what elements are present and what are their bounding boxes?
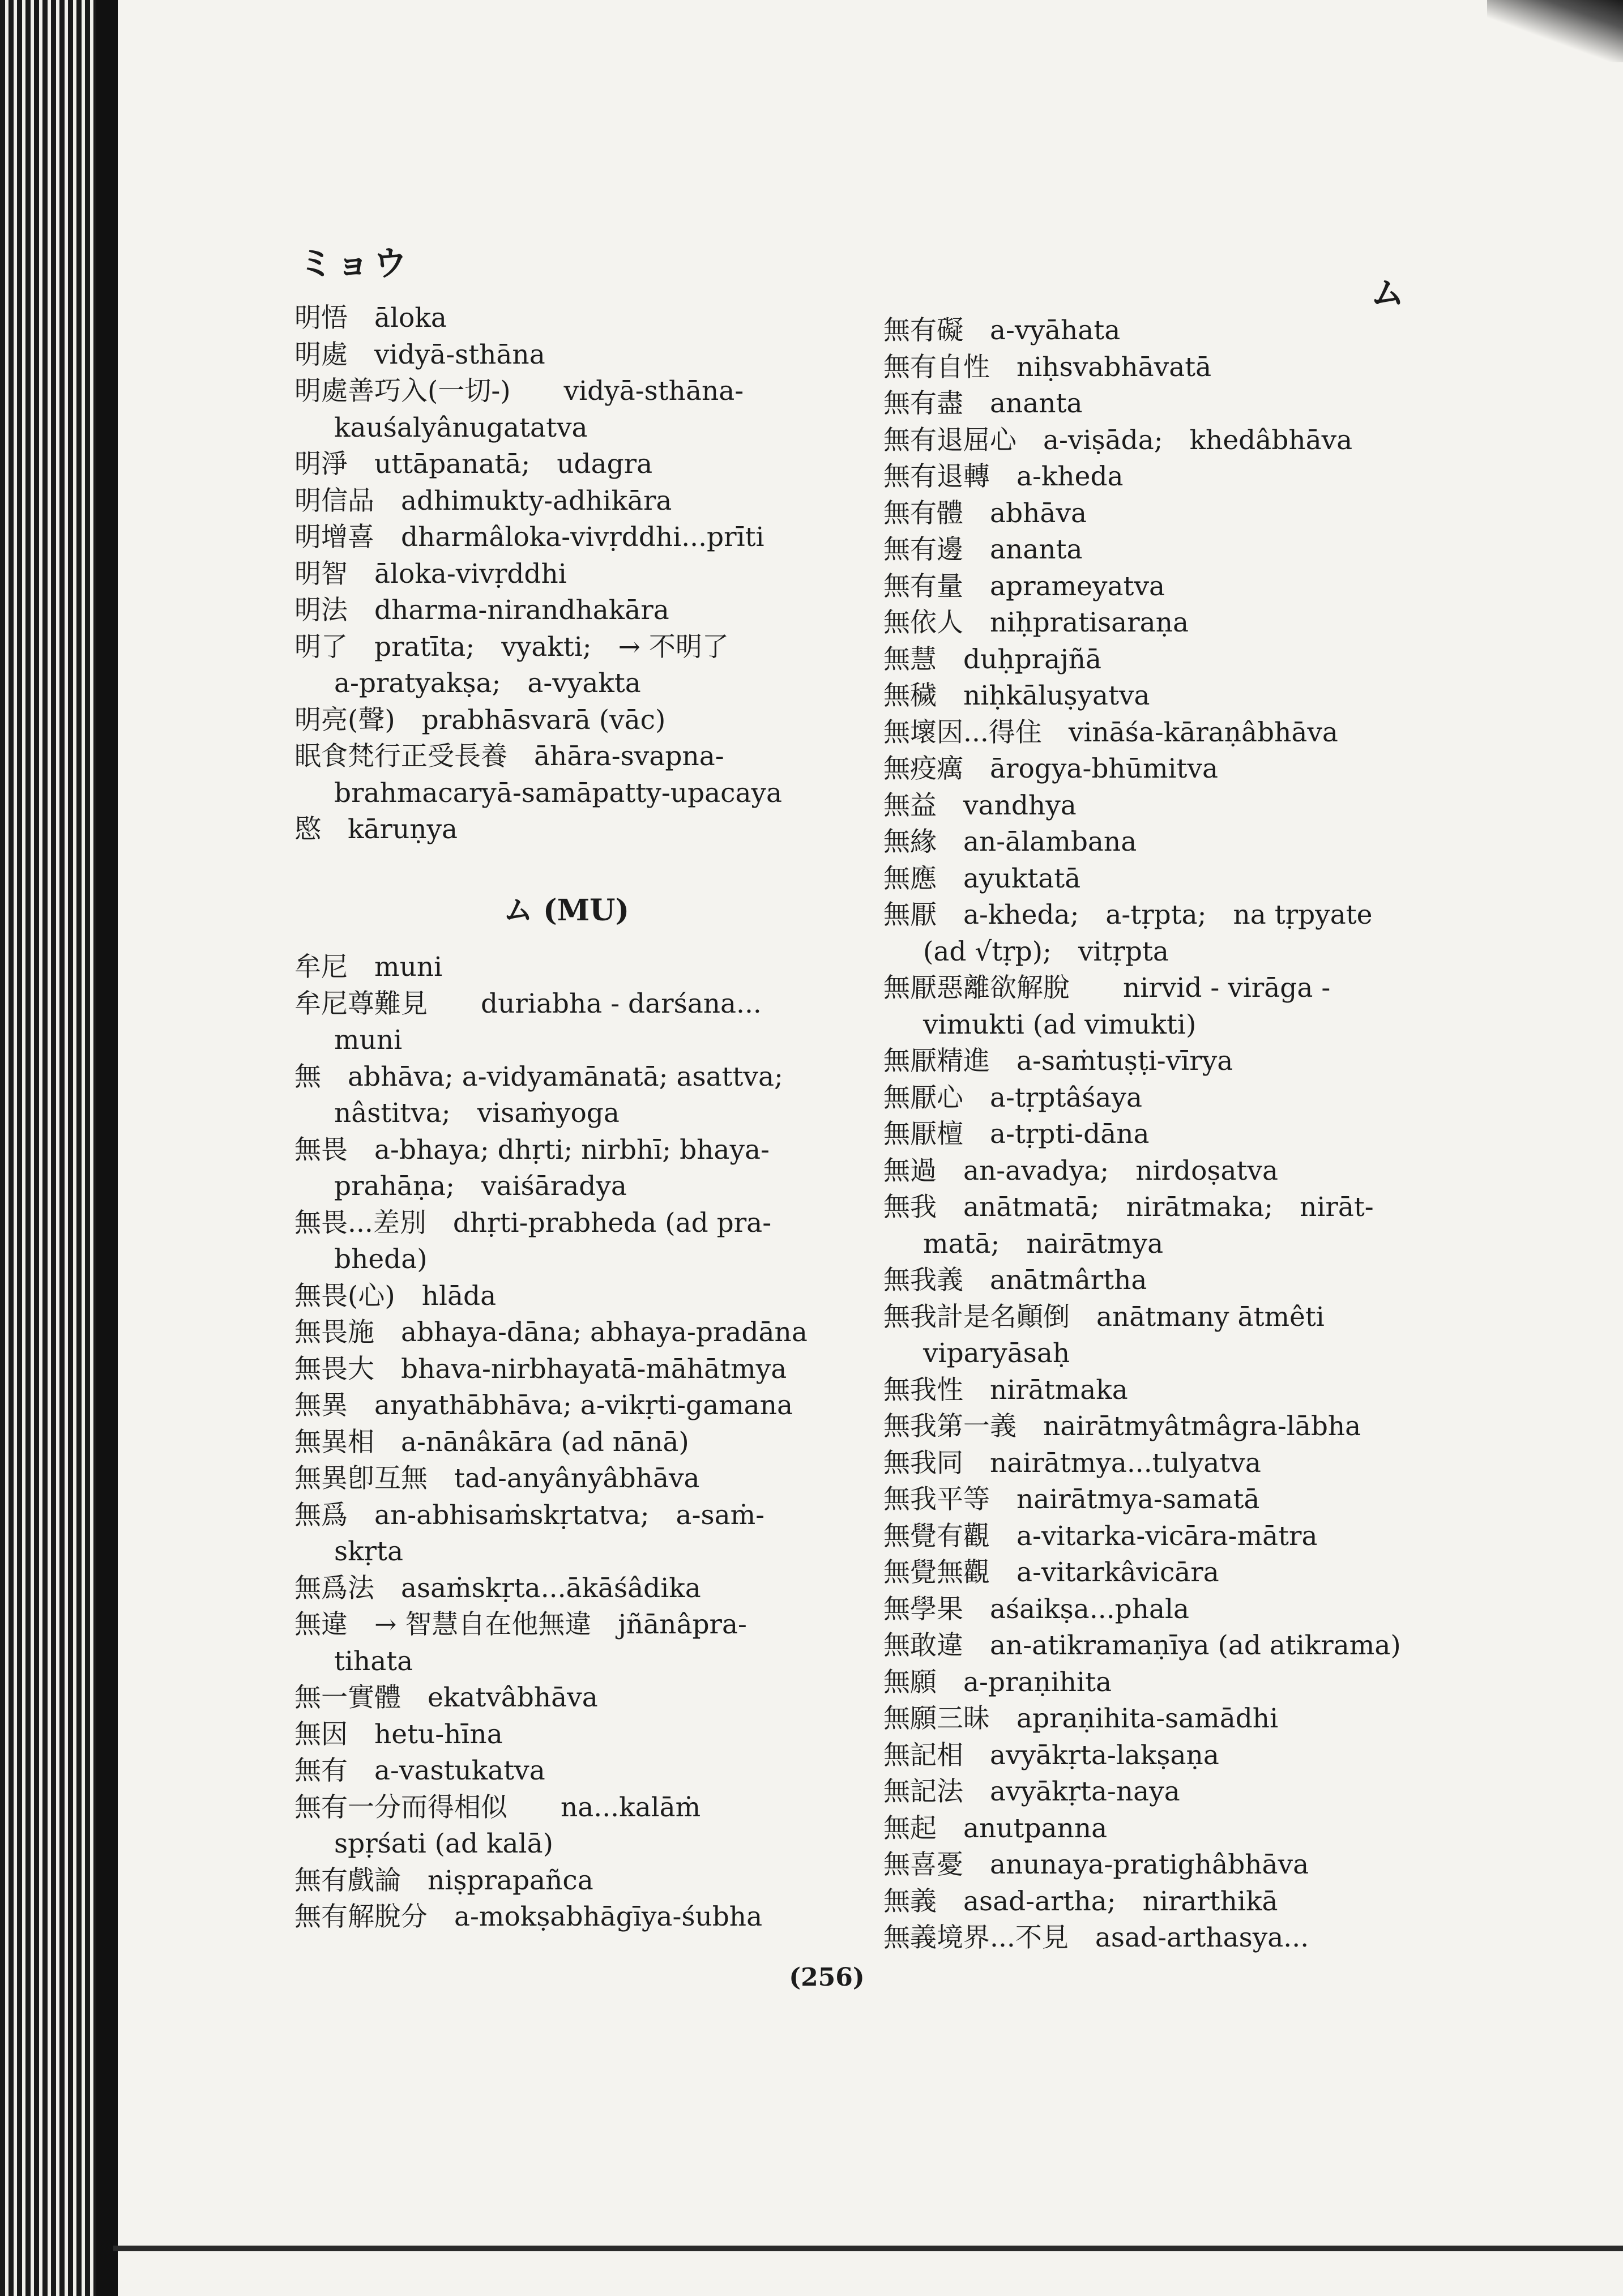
page-bottom-edge	[113, 2246, 1623, 2251]
entry-continuation: spṛśati (ad kalā)	[334, 1828, 553, 1859]
entry-line: 無我 anātmatā; nirātmaka; nirāt-	[883, 1192, 1374, 1223]
entry-line: 無畏大 bhava-nirbhayatā-māhātmya	[294, 1353, 787, 1385]
entry-line: 無厭心 a-tṛptâśaya	[883, 1082, 1142, 1113]
entry-line: 無有體 abhāva	[883, 497, 1087, 529]
section-title: ム (MU)	[503, 893, 630, 928]
entry-line: 無有 a-vastukatva	[294, 1755, 545, 1786]
entry-line: 無異卽互無 tad-anyânyâbhāva	[294, 1463, 700, 1494]
entry-continuation: brahmacaryā-samāpatty-upacaya	[334, 777, 783, 809]
entry-line: 無厭檀 a-tṛpti-dāna	[883, 1119, 1150, 1150]
entry-line: 無厭精進 a-saṁtuṣṭi-vīrya	[883, 1045, 1233, 1077]
entry-continuation: a-pratyakṣa; a-vyakta	[334, 668, 641, 699]
entry-line: 無厭惡離欲解脫 nirvid - virāga -	[883, 972, 1331, 1004]
right-column	[883, 313, 1427, 1957]
entry-line: 明信品 adhimukty-adhikāra	[294, 485, 672, 517]
entry-continuation: skṛta	[334, 1536, 403, 1567]
entry-line: 明淨 uttāpanatā; udagra	[294, 449, 653, 480]
running-header-right: ム	[1370, 274, 1404, 313]
entry-line: 無益 vandhya	[883, 789, 1077, 821]
entry-line: 無依人 niḥpratisaraṇa	[883, 607, 1189, 638]
entry-line: 無過 an-avadya; nirdoṣatva	[883, 1155, 1279, 1187]
left-entries-1	[294, 300, 827, 848]
entry-continuation: tihata	[334, 1645, 413, 1677]
entry-line: 明處 vidyā-sthāna	[294, 339, 545, 370]
page-corner-shadow	[1487, 0, 1623, 62]
entry-line: 無疫癘 ārogya-bhūmitva	[883, 753, 1219, 784]
entry-line: 牟尼尊難見 duriabha - darśana...	[294, 988, 762, 1019]
entry-continuation: bheda)	[334, 1244, 428, 1275]
entry-line: 無畏(心) hlāda	[294, 1280, 497, 1312]
entry-continuation: muni	[334, 1025, 403, 1056]
entry-line: 無我同 nairātmya...tulyatva	[883, 1447, 1261, 1479]
entry-line: 無異相 a-nānâkāra (ad nānā)	[294, 1426, 689, 1458]
entry-line: 無願 a-praṇihita	[883, 1666, 1112, 1698]
entry-line: 無一實體 ekatvâbhāva	[294, 1682, 598, 1713]
entry-line: 無有量 aprameyatva	[883, 570, 1165, 602]
entry-line: 無有解脫分 a-mokṣabhāgīya-śubha	[294, 1901, 763, 1932]
entry-line: 牟尼 muni	[294, 951, 443, 983]
entry-line: 無有退屈心 a-viṣāda; khedâbhāva	[883, 424, 1353, 456]
entry-line: 明悟 āloka	[294, 302, 447, 334]
entry-continuation: vimukti (ad vimukti)	[923, 1009, 1197, 1040]
entry-line: 無有一分而得相似 na...kalāṁ	[294, 1791, 701, 1823]
entry-line: 明處善巧入(一切-) vidyā-sthāna-	[294, 375, 744, 407]
entry-line: 無壞因...得住 vināśa-kāraṇâbhāva	[883, 716, 1338, 748]
entry-continuation: (ad √tṛp); vitṛpta	[923, 936, 1169, 967]
entry-line: 眠食梵行正受長養 āhāra-svapna-	[294, 741, 724, 772]
entry-line: 無覺有觀 a-vitarka-vicāra-mātra	[883, 1520, 1318, 1552]
left-column	[294, 300, 827, 1936]
entry-line: 無覺無觀 a-vitarkâvicāra	[883, 1557, 1219, 1588]
entry-continuation: viparyāsaḥ	[923, 1338, 1070, 1369]
spine-shadow	[96, 0, 118, 2296]
entry-line: 愍 kāruṇya	[294, 814, 458, 845]
entry-line: 無異 anyathābhāva; a-vikṛti-gamana	[294, 1390, 793, 1421]
entry-line: 無爲 an-abhisaṁskṛtatva; a-saṁ-	[294, 1499, 765, 1531]
entry-continuation: prahāṇa; vaiśāradya	[334, 1171, 627, 1202]
entry-line: 無敢違 an-atikramaṇīya (ad atikrama)	[883, 1630, 1401, 1661]
entry-line: 明了 pratīta; vyakti; → 不明了	[294, 631, 729, 663]
entry-line: 無學果 aśaikṣa...phala	[883, 1593, 1190, 1625]
entry-line: 無厭 a-kheda; a-tṛpta; na tṛpyate	[883, 899, 1373, 931]
entry-line: 無有邊 ananta	[883, 534, 1083, 565]
page-number: (256)	[789, 1963, 865, 1992]
entry-line: 無我性 nirātmaka	[883, 1374, 1128, 1406]
entry-line: 無我計是名顚倒 anātmany ātmêti	[883, 1301, 1325, 1333]
entry-line: 無因 hetu-hīna	[294, 1718, 503, 1750]
entry-line: 無有退轉 a-kheda	[883, 461, 1124, 492]
entry-line: 明智 āloka-vivṛddhi	[294, 558, 567, 590]
entry-line: 無畏...差別 dhṛti-prabheda (ad pra-	[294, 1207, 772, 1239]
entry-continuation: matā; nairātmya	[923, 1228, 1164, 1260]
entry-line: 無喜憂 anunaya-pratighâbhāva	[883, 1849, 1309, 1880]
entry-line: 無義 asad-artha; nirarthikā	[883, 1885, 1278, 1917]
entry-continuation: nâstitva; visaṁyoga	[334, 1098, 620, 1129]
entry-line: 無記相 avyākṛta-lakṣaṇa	[883, 1739, 1219, 1771]
entry-line: 無緣 an-ālambana	[883, 826, 1137, 857]
entry-line: 無起 anutpanna	[883, 1812, 1108, 1844]
entry-line: 無有礙 a-vyāhata	[883, 315, 1121, 346]
entry-line: 無願三昧 apraṇihita-samādhi	[883, 1703, 1279, 1734]
entry-line: 無我平等 nairātmya-samatā	[883, 1484, 1260, 1515]
entry-line: 無我第一義 nairātmyâtmâgra-lābha	[883, 1411, 1361, 1442]
left-entries-2	[294, 949, 827, 1936]
entry-line: 無穢 niḥkāluṣyatva	[883, 680, 1150, 711]
entry-line: 無有自性 niḥsvabhāvatā	[883, 351, 1212, 383]
entry-line: 明法 dharma-nirandhakāra	[294, 595, 669, 626]
entry-line: 無應 ayuktatā	[883, 863, 1081, 894]
entry-line: 無有盡 ananta	[883, 388, 1083, 419]
entry-continuation: kauśalyânugatatva	[334, 412, 588, 443]
entry-line: 無 abhāva; a-vidyamānatā; asattva;	[294, 1061, 783, 1092]
entry-line: 無違 → 智慧自在他無違 jñānâpra-	[294, 1609, 747, 1640]
entry-line: 無畏施 abhaya-dāna; abhaya-pradāna	[294, 1317, 808, 1348]
entry-line: 無畏 a-bhaya; dhṛti; nirbhī; bhaya-	[294, 1134, 770, 1166]
entry-line: 無慧 duḥprajñā	[883, 643, 1102, 675]
entry-line: 無我義 anātmârtha	[883, 1265, 1147, 1296]
entry-line: 無義境界...不見 asad-arthasya...	[883, 1922, 1309, 1953]
entry-line: 無有戲論 niṣprapañca	[294, 1864, 593, 1896]
running-header-left: ミョウ	[299, 244, 411, 284]
entry-line: 明亮(聲) prabhāsvarā (vāc)	[294, 704, 666, 736]
entry-line: 明增喜 dharmâloka-vivṛddhi...prīti	[294, 522, 764, 553]
entry-line: 無記法 avyākṛta-naya	[883, 1776, 1180, 1807]
entry-line: 無爲法 asaṁskṛta...ākāśâdika	[294, 1572, 701, 1604]
